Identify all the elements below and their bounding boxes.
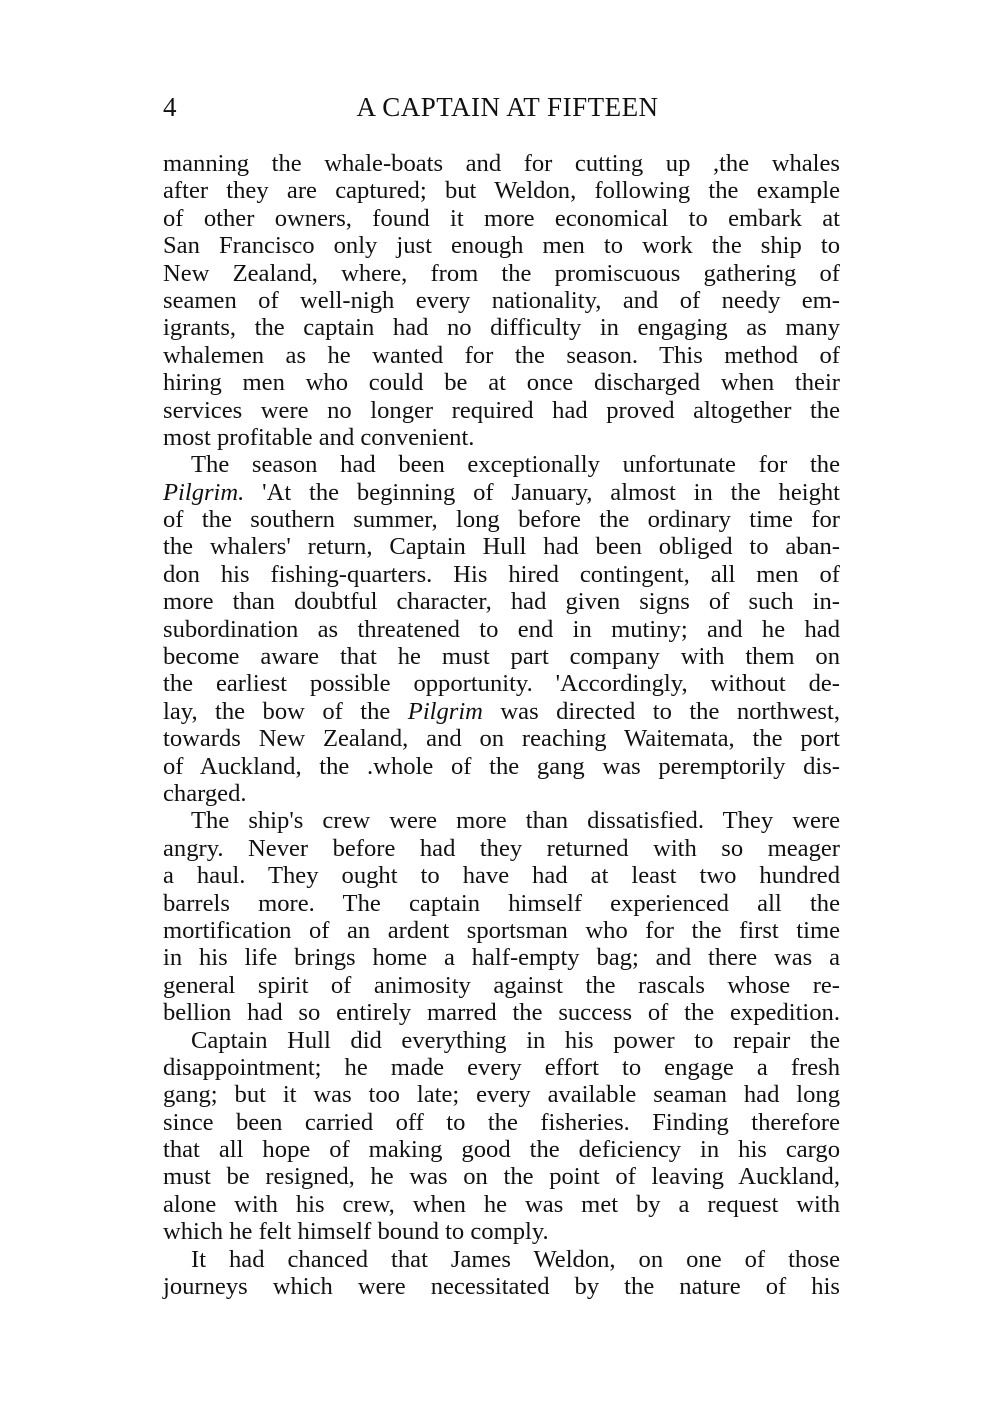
text-line: become aware that he must part company with them on bbox=[163, 643, 840, 671]
running-title: A CAPTAIN AT FIFTEEN bbox=[356, 92, 659, 122]
text-fragment: lay, the bow of the bbox=[163, 697, 391, 725]
text-line: most profitable and convenient. bbox=[163, 423, 475, 451]
text-line: seamen of well-nigh every nationality, and of needy em- bbox=[163, 286, 840, 314]
text-line: bellion had so entirely marred the success of the expedition. bbox=[163, 999, 840, 1027]
text-line bbox=[163, 698, 840, 725]
text-line: the whalers' return, Captain Hull had been obliged to aban- bbox=[163, 533, 840, 561]
text-line: the earliest possible opportunity. 'Accordingly, without de- bbox=[163, 670, 840, 698]
text-line: The season had been exceptionally unfortunate for the bbox=[191, 451, 840, 479]
text-line: manning the whale-boats and for cutting up ,the whales bbox=[163, 150, 840, 177]
text-line: disappointment; he made every effort to engage a fresh bbox=[163, 1053, 840, 1081]
text-line: It had chanced that James Weldon, on one of those bbox=[191, 1245, 840, 1273]
page-number: 4 bbox=[163, 92, 177, 122]
text-line: whalemen as he wanted for the season. This method of bbox=[163, 341, 840, 369]
text-line: Captain Hull did everything in his power to repair the bbox=[191, 1026, 840, 1054]
ship-name: Pilgrim. bbox=[163, 478, 245, 506]
page-header bbox=[163, 92, 840, 128]
text-line: must be resigned, he was on the point of leaving Auckland, bbox=[163, 1163, 840, 1191]
text-line: barrels more. The captain himself experienced all the bbox=[163, 889, 840, 917]
text-line: subordination as threatened to end in mutiny; and he had bbox=[163, 615, 840, 643]
text-line: which he felt himself bound to comply. bbox=[163, 1218, 549, 1246]
text-fragment: was directed to the northwest, bbox=[482, 697, 840, 725]
text-line: don his fishing-quarters. His hired contingent, all men of bbox=[163, 560, 840, 588]
text-line: more than doubtful character, had given signs of such in- bbox=[163, 588, 840, 616]
body-text bbox=[163, 150, 840, 1300]
text-line: after they are captured; but Weldon, following the example bbox=[163, 177, 840, 205]
text-line: angry. Never before had they returned with so meager bbox=[163, 834, 840, 862]
text-line: San Francisco only just enough men to work the ship to bbox=[163, 232, 840, 260]
text-line: journeys which were necessitated by the nature of his bbox=[163, 1273, 840, 1301]
text-line: hiring men who could be at once discharged when their bbox=[163, 369, 840, 397]
text-line: towards New Zealand, and on reaching Waitemata, the port bbox=[163, 725, 840, 753]
text-line: charged. bbox=[163, 779, 247, 807]
ship-name: Pilgrim bbox=[407, 697, 483, 725]
text-line bbox=[163, 479, 840, 506]
text-line: that all hope of making good the deficiency in his cargo bbox=[163, 1136, 840, 1164]
text-line: of other owners, found it more economical to embark at bbox=[163, 204, 840, 232]
text-line: in his life brings home a half-empty bag; and there was a bbox=[163, 944, 840, 972]
text-line: of Auckland, the .whole of the gang was peremptorily dis- bbox=[163, 752, 840, 780]
text-line: of the southern summer, long before the ordinary time for bbox=[163, 506, 840, 534]
text-line: New Zealand, where, from the promiscuous gathering of bbox=[163, 259, 840, 287]
text-line: general spirit of animosity against the rascals whose re- bbox=[163, 971, 840, 999]
text-line: gang; but it was too late; every available seaman had long bbox=[163, 1081, 840, 1109]
text-line: The ship's crew were more than dissatisfied. They were bbox=[191, 807, 840, 835]
text-line: mortification of an ardent sportsman who for the first time bbox=[163, 916, 840, 944]
text-line: alone with his crew, when he was met by a request with bbox=[163, 1190, 840, 1218]
text-line: services were no longer required had proved altogether the bbox=[163, 396, 840, 424]
text-line: a haul. They ought to have had at least two hundred bbox=[163, 862, 840, 890]
text-line: since been carried off to the fisheries. Finding therefore bbox=[163, 1108, 840, 1136]
text-fragment: 'At the beginning of January, almost in the height bbox=[262, 478, 840, 506]
text-line: igrants, the captain had no difficulty in engaging as many bbox=[163, 314, 840, 342]
